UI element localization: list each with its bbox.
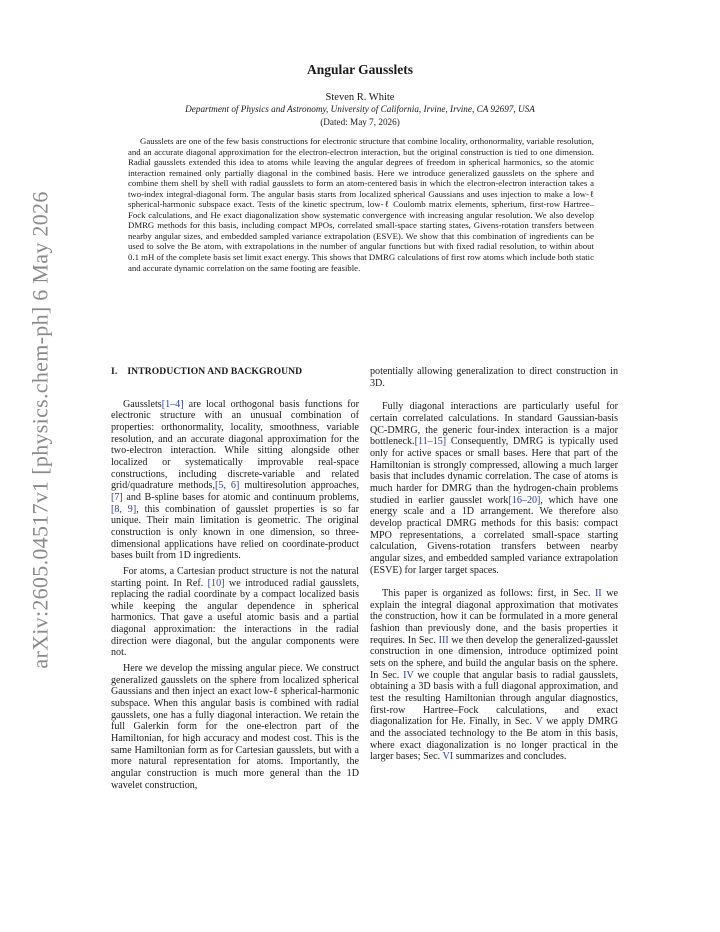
text-run: summarizes and concludes.: [453, 751, 567, 763]
citation-link[interactable]: [5, 6]: [214, 480, 240, 492]
text-run: , this combination of gausslet properties is so far unique. Their main limitation is geometric. The original construction is only known in one dimension, so three-dimensional applications have relied on coordinate-product bases built from 1D ingredients.: [111, 503, 359, 562]
abstract: Gausslets are one of the few basis constructions for electronic structure that combine locality, orthonormality, variable resolution, and an accurate diagonal approximation for the electron-electron interaction, but the original construction is tied to one dimension. Radial gausslets extended this idea to atoms while leaving the angular degrees of freedom in spherical harmonics, so the atomic interaction remained only partially diagonal in the combined basis. Here we introduce generalized gausslets on the sphere and combine them shell by shell with radial gausslets to form an atom-centered basis in which the electron-electron interaction takes a two-index integral-diagonal form. The angular basis starts from localized spherical Gaussians and uses injection to make a low-ℓ spherical-harmonic subspace exact. Tests of the kinetic spectrum, low-ℓ Coulomb matrix elements, spherium, first-row Hartree–Fock calculations, and He exact diagonalization show systematic convergence with increasing angular resolution. We also develop DMRG methods for this basis, including compact MPOs, correlated small-space starting states, Givens-rotation transfers between nearby angular sizes, and embedded sampled variance extrapolation (ESVE). We show that this combination of ingredients can be used to solve the Be atom, with extrapolations in the number of angular functions but with fixed radial resolution, to within about 0.1 mH of the complete basis set limit exact energy. This shows that DMRG calculations of first row atoms which include both static and accurate dynamic correlation on the same footing are feasible.: [128, 136, 594, 273]
paper-date: (Dated: May 7, 2026): [320, 117, 400, 127]
arxiv-identifier-stamp: [28, 176, 54, 684]
left-column: [111, 366, 359, 795]
text-run: we apply DMRG and the associated technology to the Be atom in this basis, where exact diagonalization is no longer practical in the larger bases; Sec.: [370, 716, 618, 763]
citation-link[interactable]: [11–15]: [414, 436, 447, 448]
author-affiliation: Department of Physics and Astronomy, University of California, Irvine, Irvine, CA 92697, USA: [185, 104, 535, 114]
section-heading: [111, 366, 359, 378]
citation-link[interactable]: [1–4]: [161, 398, 184, 410]
author-name: Steven R. White: [325, 92, 395, 103]
text-run: Gausslets: [123, 398, 162, 410]
section-link[interactable]: IV: [403, 669, 414, 681]
citation-link[interactable]: [16–20]: [508, 494, 541, 506]
text-run: This paper is organized as follows: first, in Sec.: [382, 588, 595, 600]
text-run: , which have one energy scale and a 1D arrangement. We therefore also develop practical DMRG methods for this basis: compact MPO representations, a correlated small-space starting calculation, Givens-rotation transfers between nearby angular sizes, and embedded sampled variance extrapolation (ESVE) for larger target spaces.: [370, 494, 619, 576]
citation-link[interactable]: [10]: [207, 577, 225, 589]
text-run: and B-spline bases for atomic and continuum problems,: [122, 491, 359, 503]
intro-paragraph-4: [370, 401, 618, 576]
intro-paragraph-1: [111, 399, 359, 562]
continued-paragraph: potentially allowing generalization to direct construction in 3D.: [370, 366, 618, 389]
text-run: we introduced radial gausslets, replacing the radial coordinate by a compact localized basis while keeping the angular dependence in spherical harmonics. That gave a useful atomic basis and a partial diagonal approximation: the interactions in the radial direction were diagonal, but the angular components were not.: [111, 577, 359, 659]
text-run: For atoms, a Cartesian product structure is not the natural starting point. In Ref.: [111, 565, 359, 589]
text-run: Consequently, DMRG is typically used only for active spaces or small bases. Here that part of the Hamiltonian is strongly compressed, allowing a much larger basis that includes dynamic correlation. The case of atoms is much harder for DMRG than the hydrogen-chain problems studied in earlier gausslet work: [370, 436, 618, 506]
text-run: we explain the integral diagonal approximation that motivates the construction, how it can be formulated in a more general fashion than previously done, and the basis properties it requires. In Sec.: [370, 588, 618, 646]
section-link[interactable]: VI: [442, 751, 454, 763]
right-column: [370, 366, 618, 767]
citation-link[interactable]: [7]: [111, 491, 123, 503]
section-title: INTRODUCTION AND BACKGROUND: [127, 366, 303, 377]
section-link[interactable]: III: [438, 634, 449, 646]
text-run: are local orthogonal basis functions for electronic structure with an unusual combination of properties: orthonormality, locality, smoothness, variable resolution, and an accurate diagonal approximation for the two-electron interaction. While sitting alongside other localized or systematically improvable real-space constructions, including discrete-variable and related grid/quadrature methods,: [111, 398, 359, 492]
intro-paragraph-2: [111, 566, 359, 659]
text-run: we couple that angular basis to radial gausslets, obtaining a 3D basis with a full diagonal approximation, and test the resulting Hamiltonian through angular diagnostics, first-row Hartree–Fock calculations, and exact diagonalization for He. Finally, in Sec.: [370, 669, 618, 728]
intro-paragraph-5: [370, 588, 618, 763]
paper-title: Angular Gausslets: [307, 62, 413, 77]
arxiv-stamp-text: arXiv:2605.04517v1 [physics.chem-ph] 6 May 2026: [28, 191, 53, 669]
citation-link[interactable]: [8, 9]: [111, 503, 137, 515]
section-link[interactable]: II: [594, 588, 602, 600]
text-run: multiresolution approaches,: [239, 480, 359, 492]
text-run: we then develop the generalized-gausslet construction in one dimension, introduce optimized point sets on the sphere, and build the angular basis on the sphere. In Sec.: [370, 634, 618, 681]
intro-paragraph-3: Here we develop the missing angular piece. We construct generalized gausslets on the sphere from localized spherical Gaussians and then inject an exact low-ℓ spherical-harmonic subspace. When this angular basis is combined with radial gausslets, one has a fully diagonal interaction. We retain the full Galerkin form for the one-electron part of the Hamiltonian, for high accuracy and modest cost. This is the same Hamiltonian form as for Cartesian gausslets, but with a more natural representation for atoms. Importantly, the angular construction is much more general than the 1D wavelet construction,: [111, 663, 359, 791]
section-link[interactable]: V: [535, 716, 543, 728]
section-number: I.: [111, 366, 118, 377]
text-run: Fully diagonal interactions are particularly useful for certain correlated calculations. In standard Gaussian-basis QC-DMRG, the generic four-index interaction is a major bottleneck.: [370, 401, 618, 448]
